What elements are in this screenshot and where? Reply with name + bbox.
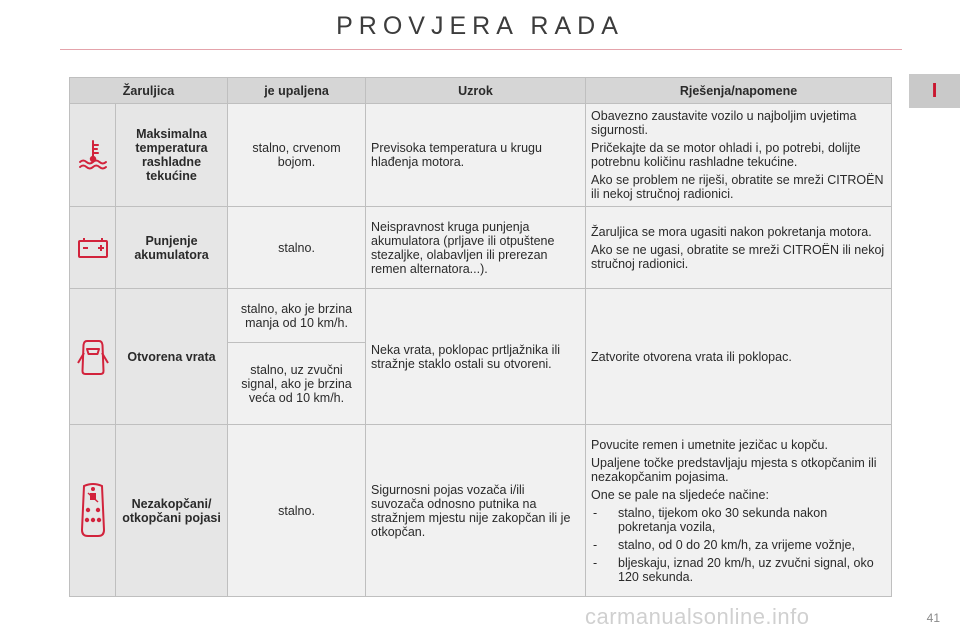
table-row: [70, 104, 892, 207]
table-row: [70, 207, 892, 289]
column-header-state: je upaljena: [228, 78, 366, 104]
column-header-cause: Uzrok: [366, 78, 586, 104]
warning-lamp-table: [69, 77, 892, 597]
lamp-cause: Neispravnost kruga punjenja akumulatora (prljave ili otpuštene stezaljke, olabavljen ili prerezan remen alternatora...).: [366, 207, 586, 289]
solution-list: [591, 506, 886, 584]
list-item-text: bljeskaju, iznad 20 km/h, uz zvučni signal, oko 120 sekunda.: [618, 555, 874, 584]
lamp-state: stalno.: [228, 425, 366, 597]
lamp-solution: [586, 104, 892, 207]
open-door-icon: [76, 337, 110, 377]
lamp-name: Otvorena vrata: [116, 289, 228, 425]
solution-text: Ako se ne ugasi, obratite se mreži CITROËN ili nekoj stručnoj radionici.: [591, 242, 885, 271]
page-number: 41: [926, 611, 940, 625]
lamp-solution: [586, 289, 892, 425]
lamp-name: Maksimalna temperatura rashladne tekućine: [116, 104, 228, 207]
solution-text: Žaruljica se mora ugasiti nakon pokretanja motora.: [591, 224, 872, 239]
solution-text: Pričekajte da se motor ohladi i, po potrebi, dolijte potrebnu količinu rashladne tekućine.: [591, 141, 861, 169]
list-item: [591, 506, 886, 534]
table-row: [70, 425, 892, 597]
coolant-temperature-icon: [76, 138, 110, 172]
chapter-tab[interactable]: I: [909, 74, 960, 108]
icon-cell: [70, 289, 116, 425]
bullet-dash: -: [593, 555, 598, 570]
lamp-name: Nezakopčani/ otkopčani pojasi: [116, 425, 228, 597]
lamp-state: stalno, ako je brzina manja od 10 km/h.: [228, 289, 366, 343]
icon-cell: [70, 104, 116, 207]
solution-text: Obavezno zaustavite vozilo u najboljim uvjetima sigurnosti.: [591, 109, 857, 137]
title-divider: [60, 49, 902, 50]
bullet-dash: -: [593, 505, 598, 520]
list-item-text: stalno, od 0 do 20 km/h, za vrijeme vožnje,: [618, 537, 855, 552]
lamp-state: stalno.: [228, 207, 366, 289]
watermark: carmanualsonline.info: [585, 604, 810, 629]
lamp-cause: Neka vrata, poklopac prtljažnika ili stražnje staklo ostali su otvoreni.: [366, 289, 586, 425]
lamp-cause: Previsoka temperatura u krugu hlađenja motora.: [366, 104, 586, 207]
list-item: [591, 556, 886, 584]
list-item-text: stalno, tijekom oko 30 sekunda nakon pokretanja vozila,: [618, 505, 828, 534]
column-header-solution: Rješenja/napomene: [586, 78, 892, 104]
table-header-row: [70, 78, 892, 104]
lamp-cause: Sigurnosni pojas vozača i/ili suvozača odnosno putnika na stražnjem mjestu nije zakopčan ili je otkopčan.: [366, 425, 586, 597]
lamp-state: stalno, crvenom bojom.: [228, 104, 366, 207]
icon-cell: [70, 425, 116, 597]
column-header-lamp: Žaruljica: [70, 78, 228, 104]
battery-icon: [76, 235, 110, 261]
icon-cell: [70, 207, 116, 289]
solution-text: Povucite remen i umetnite jezičac u kopču.: [591, 437, 828, 452]
bullet-dash: -: [593, 537, 598, 552]
lamp-name: Punjenje akumulatora: [116, 207, 228, 289]
page-title: PROVJERA RADA: [336, 12, 624, 40]
solution-text: Ako se problem ne riješi, obratite se mreži CITROËN ili nekoj stručnoj radionici.: [591, 173, 884, 201]
lamp-solution: [586, 425, 892, 597]
solution-text: One se pale na sljedeće načine:: [591, 487, 769, 502]
lamp-solution: [586, 207, 892, 289]
seatbelt-icon: [76, 480, 110, 542]
table-row: [70, 289, 892, 343]
solution-text: Upaljene točke predstavljaju mjesta s otkopčanim ili nezakopčanim pojasima.: [591, 455, 877, 484]
lamp-state: stalno, uz zvučni signal, ako je brzina veća od 10 km/h.: [228, 343, 366, 425]
solution-text: Zatvorite otvorena vrata ili poklopac.: [591, 349, 792, 364]
list-item: [591, 538, 886, 552]
